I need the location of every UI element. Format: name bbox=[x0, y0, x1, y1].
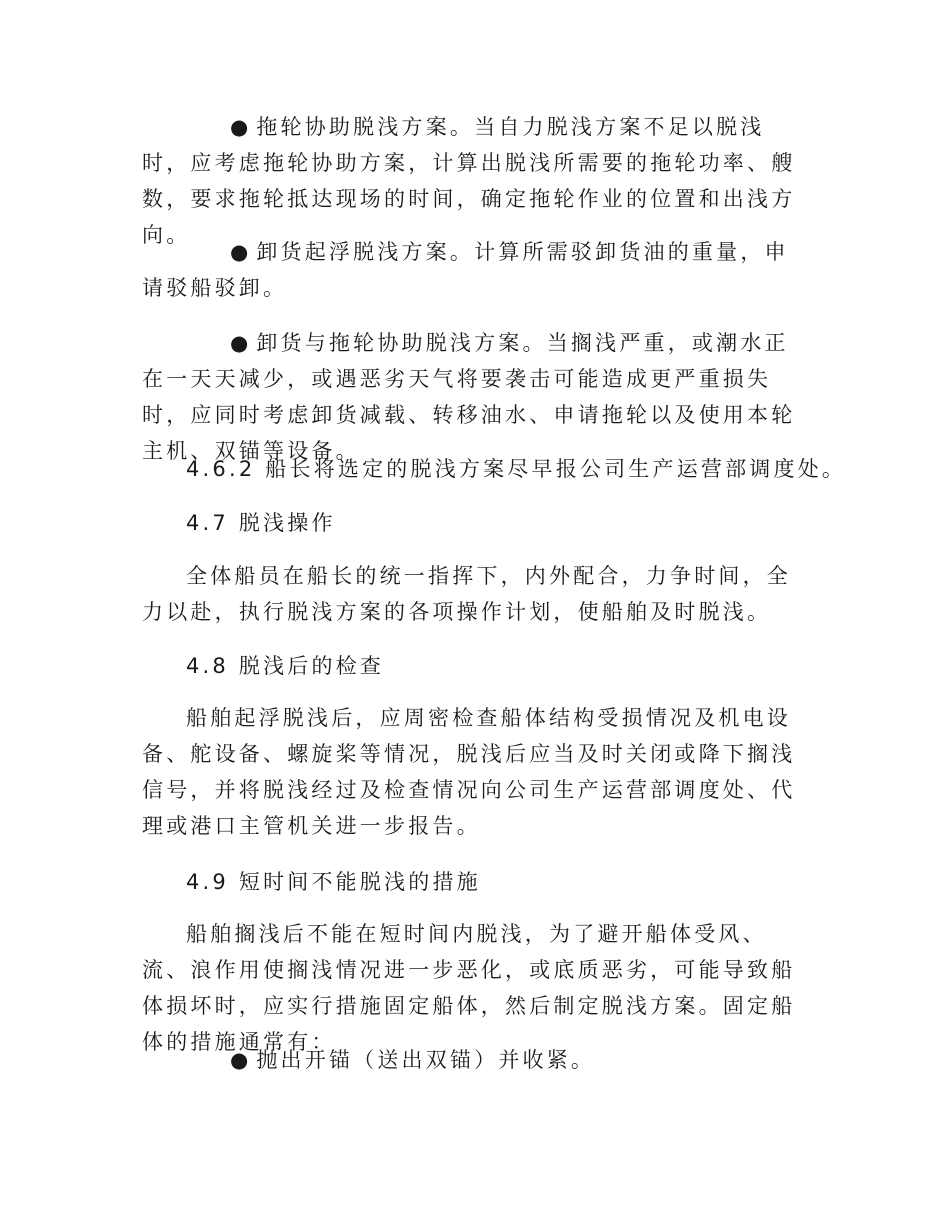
section-4-6-2-text: 4.6.2 船长将选定的脱浅方案尽早报公司生产运营部调度处。 bbox=[186, 457, 847, 481]
section-4-9-body: 船舶搁浅后不能在短时间内脱浅，为了避开船体受风、流、浪作用使搁浅情况进一步恶化，或底质恶劣，可能导致船体损坏时，应实行措施固定船体，然后制定脱浅方案。固定船体的措施通常有： bbox=[142, 922, 796, 1054]
section-4-8-body: 船舶起浮脱浅后，应周密检查船体结构受损情况及机电设备、舵设备、螺旋桨等情况，脱浅后应当及时关闭或降下搁浅信号，并将脱浅经过及检查情况向公司生产运营部调度处、代理或港口主管机关进一步报告。 bbox=[142, 706, 796, 838]
paragraph-text: 抛出开锚（送出双锚）并收紧。 bbox=[256, 1048, 596, 1072]
paragraph-text: 拖轮协助脱浅方案。当自力脱浅方案不足以脱浅时，应考虑拖轮协助方案，计算出脱浅所需要的拖轮功率、艘数，要求拖轮抵达现场的时间，确定拖轮作业的位置和出浅方向。 bbox=[142, 115, 796, 247]
section-4-9-heading: 4.9 短时间不能脱浅的措施 bbox=[186, 870, 481, 894]
bullet-paragraph-anchor bbox=[142, 1042, 802, 1078]
bullet-icon: ● bbox=[230, 240, 249, 264]
bullet-icon: ● bbox=[230, 1048, 249, 1072]
bullet-paragraph-unload-float bbox=[142, 234, 802, 306]
bullet-paragraph-tug-assist bbox=[142, 109, 802, 253]
bullet-paragraph-unload-and-tug bbox=[142, 325, 802, 469]
paragraph-text: 卸货起浮脱浅方案。计算所需驳卸货油的重量，申请驳船驳卸。 bbox=[142, 240, 789, 300]
section-4-7-body: 全体船员在船长的统一指挥下，内外配合，力争时间，全力以赴，执行脱浅方案的各项操作计划，使船舶及时脱浅。 bbox=[142, 564, 791, 624]
section-4-7-heading: 4.7 脱浅操作 bbox=[186, 511, 336, 535]
bullet-icon: ● bbox=[230, 115, 249, 139]
bullet-icon: ● bbox=[230, 331, 249, 355]
section-4-8-heading: 4.8 脱浅后的检查 bbox=[186, 654, 385, 678]
paragraph-text: 卸货与拖轮协助脱浅方案。当搁浅严重，或潮水正在一天天减少，或遇恶劣天气将要袭击可能造成更严重损失时，应同时考虑卸货减载、转移油水、申请拖轮以及使用本轮主机、双锚等设备。 bbox=[142, 331, 796, 463]
